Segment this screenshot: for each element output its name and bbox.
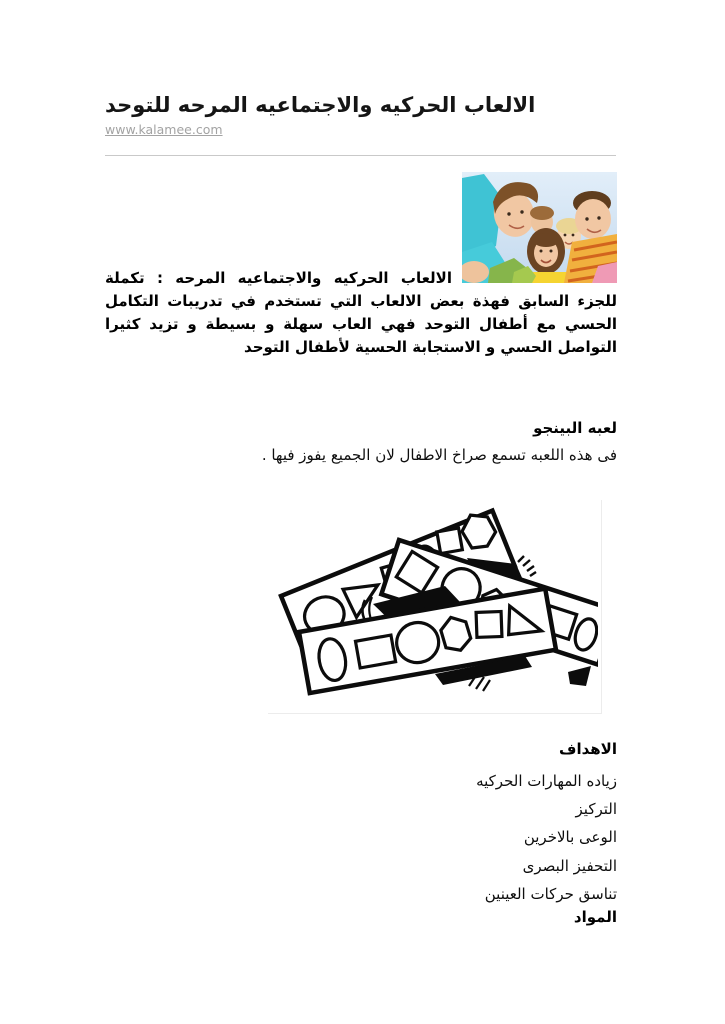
goal-item: تناسق حركات العينين (484, 884, 617, 903)
materials-section-heading: المواد (573, 908, 617, 926)
bingo-cards-illustration (268, 500, 602, 714)
goals-section-heading: الاهداف (559, 740, 617, 758)
site-link[interactable]: www.kalamee.com (105, 122, 223, 137)
intro-paragraph (105, 172, 617, 359)
intro-text: الالعاب الحركيه والاجتماعيه المرحه : تكملة للجزء السابق فهذة بعض الالعاب التي تستخدم في تدريبات التكامل الحسي مع أطفال التوحد فهي العاب سهلة و بسيطة و تزيد كثيرا التواصل الحسي و الاستجابة الحسية لأطفال التوحد (105, 269, 617, 356)
goal-item: الوعى بالاخرين (523, 828, 617, 847)
goals-list (105, 767, 617, 908)
goal-item: زياده المهارات الحركيه (476, 772, 617, 790)
goal-item: التحفيز البصرى (522, 856, 617, 875)
bingo-section-body: فى هذه اللعبه تسمع صراخ الاطفال لان الجميع يفوز فيها . (261, 446, 617, 464)
children-photo (462, 172, 617, 283)
goal-item: التركيز (575, 800, 617, 819)
page-title: الالعاب الحركيه والاجتماعيه المرحه للتوحد (105, 93, 536, 118)
bingo-section-heading: لعبه البينجو (533, 419, 617, 437)
header-divider (105, 155, 616, 156)
